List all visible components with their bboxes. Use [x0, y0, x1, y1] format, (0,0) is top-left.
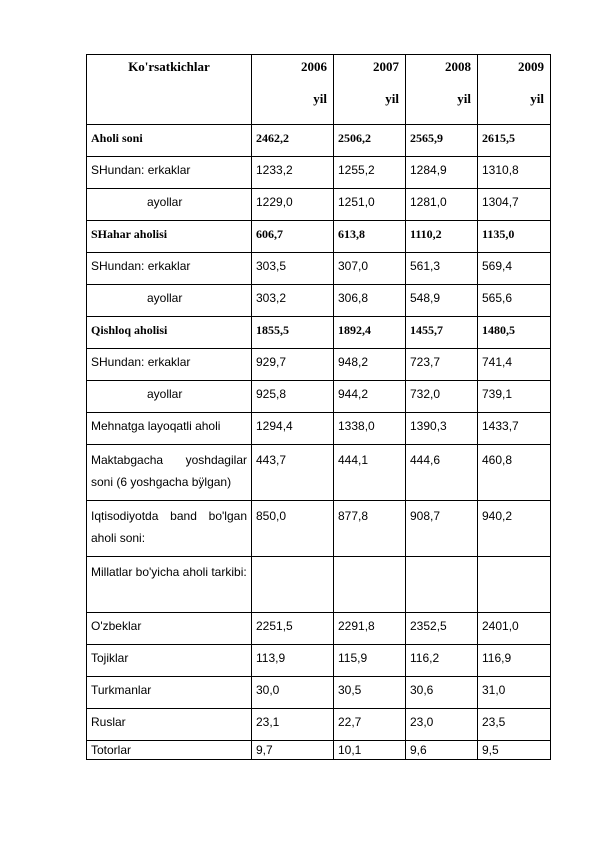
cell-2007: 307,0 [334, 253, 406, 285]
cell-2007: 877,8 [334, 501, 406, 557]
cell-2006: 9,7 [252, 741, 334, 760]
row-label: Millatlar bo'yicha aholi tarkibi: [87, 557, 252, 613]
cell-2008: 548,9 [406, 285, 478, 317]
cell-2006: 1294,4 [252, 413, 334, 445]
row-label: ayollar [87, 189, 252, 221]
cell-2009: 116,9 [478, 645, 551, 677]
header-year-2007 [334, 55, 406, 125]
cell-2006: 23,1 [252, 709, 334, 741]
cell-2008: 1284,9 [406, 157, 478, 189]
row-label: Ruslar [87, 709, 252, 741]
cell-2007: 613,8 [334, 221, 406, 253]
cell-2007: 115,9 [334, 645, 406, 677]
row-label: Totorlar [87, 741, 252, 760]
row-label: ayollar [87, 285, 252, 317]
row-label: Maktabgacha yoshdagilar soni (6 yoshgacha bÿlgan) [87, 445, 252, 501]
cell-2006 [252, 557, 334, 613]
cell-2006: 303,5 [252, 253, 334, 285]
header-year-unit: yil [530, 91, 544, 106]
cell-2009: 2401,0 [478, 613, 551, 645]
cell-2009: 1480,5 [478, 317, 551, 349]
cell-2009: 739,1 [478, 381, 551, 413]
cell-2006: 606,7 [252, 221, 334, 253]
header-year-unit: yil [457, 91, 471, 106]
row-label: SHahar aholisi [87, 221, 252, 253]
header-year-2006 [252, 55, 334, 125]
cell-2007: 2506,2 [334, 125, 406, 157]
cell-2009: 9,5 [478, 741, 551, 760]
cell-2009: 2615,5 [478, 125, 551, 157]
table-row [87, 613, 551, 645]
cell-2009: 1135,0 [478, 221, 551, 253]
table-row [87, 677, 551, 709]
cell-2008: 1455,7 [406, 317, 478, 349]
header-year: 2006 [301, 59, 327, 74]
cell-2009: 1433,7 [478, 413, 551, 445]
header-year: 2008 [445, 59, 471, 74]
cell-2006: 2462,2 [252, 125, 334, 157]
cell-2008: 908,7 [406, 501, 478, 557]
cell-2007: 1255,2 [334, 157, 406, 189]
row-label: ayollar [87, 381, 252, 413]
header-year: 2007 [373, 59, 399, 74]
cell-2008: 2352,5 [406, 613, 478, 645]
cell-2006: 929,7 [252, 349, 334, 381]
cell-2007: 444,1 [334, 445, 406, 501]
cell-2009 [478, 557, 551, 613]
cell-2008: 116,2 [406, 645, 478, 677]
table-row [87, 157, 551, 189]
cell-2006: 113,9 [252, 645, 334, 677]
header-year-unit: yil [313, 91, 327, 106]
table-row [87, 557, 551, 613]
header-indicators: Ko'rsatkichlar [87, 55, 252, 125]
row-label: Mehnatga layoqatli aholi [87, 413, 252, 445]
table-row [87, 285, 551, 317]
row-label: Qishloq aholisi [87, 317, 252, 349]
table-row [87, 189, 551, 221]
cell-2007: 1892,4 [334, 317, 406, 349]
row-label: Tojiklar [87, 645, 252, 677]
row-label: SHundan: erkaklar [87, 253, 252, 285]
cell-2008: 1281,0 [406, 189, 478, 221]
table-header-row [87, 55, 551, 125]
cell-2008: 561,3 [406, 253, 478, 285]
population-statistics-table [86, 54, 551, 760]
table-row [87, 741, 551, 760]
table-row [87, 349, 551, 381]
cell-2009: 1304,7 [478, 189, 551, 221]
table-row [87, 413, 551, 445]
cell-2007: 944,2 [334, 381, 406, 413]
cell-2009: 569,4 [478, 253, 551, 285]
cell-2007: 1251,0 [334, 189, 406, 221]
cell-2007: 22,7 [334, 709, 406, 741]
cell-2008: 23,0 [406, 709, 478, 741]
row-label: O'zbeklar [87, 613, 252, 645]
row-label: Turkmanlar [87, 677, 252, 709]
cell-2009: 1310,8 [478, 157, 551, 189]
cell-2007: 948,2 [334, 349, 406, 381]
table-row [87, 709, 551, 741]
row-label: SHundan: erkaklar [87, 157, 252, 189]
cell-2007: 306,8 [334, 285, 406, 317]
cell-2009: 565,6 [478, 285, 551, 317]
table-row [87, 445, 551, 501]
cell-2006: 925,8 [252, 381, 334, 413]
cell-2007: 1338,0 [334, 413, 406, 445]
cell-2009: 741,4 [478, 349, 551, 381]
table-row [87, 645, 551, 677]
cell-2009: 31,0 [478, 677, 551, 709]
cell-2008: 1110,2 [406, 221, 478, 253]
cell-2007: 2291,8 [334, 613, 406, 645]
cell-2008: 723,7 [406, 349, 478, 381]
cell-2008 [406, 557, 478, 613]
table-row [87, 317, 551, 349]
cell-2006: 303,2 [252, 285, 334, 317]
cell-2006: 443,7 [252, 445, 334, 501]
cell-2008: 9,6 [406, 741, 478, 760]
row-label: Iqtisodiyotda band bo'lgan aholi soni: [87, 501, 252, 557]
header-year: 2009 [518, 59, 544, 74]
cell-2006: 2251,5 [252, 613, 334, 645]
cell-2007 [334, 557, 406, 613]
table-row [87, 501, 551, 557]
table-row [87, 125, 551, 157]
cell-2009: 460,8 [478, 445, 551, 501]
cell-2008: 444,6 [406, 445, 478, 501]
header-year-2008 [406, 55, 478, 125]
cell-2008: 732,0 [406, 381, 478, 413]
cell-2007: 30,5 [334, 677, 406, 709]
cell-2006: 1229,0 [252, 189, 334, 221]
table-row [87, 381, 551, 413]
header-year-unit: yil [385, 91, 399, 106]
cell-2006: 850,0 [252, 501, 334, 557]
cell-2008: 30,6 [406, 677, 478, 709]
table-row [87, 253, 551, 285]
cell-2009: 940,2 [478, 501, 551, 557]
row-label: Aholi soni [87, 125, 252, 157]
cell-2006: 1855,5 [252, 317, 334, 349]
cell-2008: 1390,3 [406, 413, 478, 445]
table-row [87, 221, 551, 253]
cell-2006: 30,0 [252, 677, 334, 709]
cell-2007: 10,1 [334, 741, 406, 760]
cell-2008: 2565,9 [406, 125, 478, 157]
cell-2006: 1233,2 [252, 157, 334, 189]
cell-2009: 23,5 [478, 709, 551, 741]
header-year-2009 [478, 55, 551, 125]
row-label: SHundan: erkaklar [87, 349, 252, 381]
